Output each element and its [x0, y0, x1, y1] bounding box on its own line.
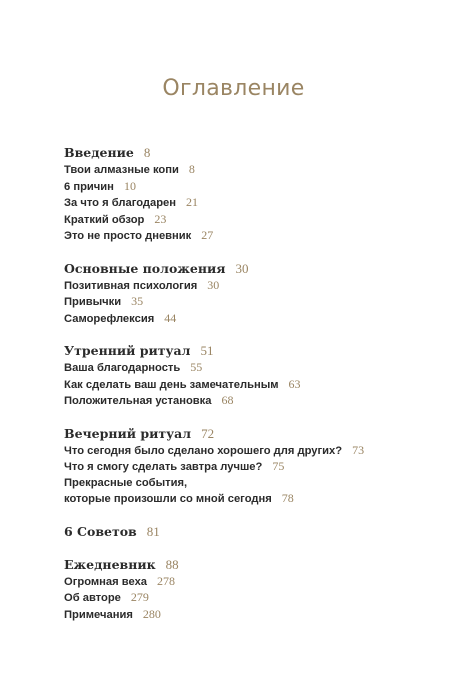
entry-title: Позитивная психология: [64, 279, 198, 292]
toc-entry[interactable]: [64, 278, 444, 295]
toc-section-introduction: [64, 143, 444, 245]
toc-entry[interactable]: [64, 574, 444, 591]
toc-entry[interactable]: [64, 294, 444, 311]
toc-entry[interactable]: [64, 476, 444, 508]
toc-entry[interactable]: [64, 162, 444, 179]
toc-entry[interactable]: [64, 443, 444, 460]
toc-entry[interactable]: [64, 590, 444, 607]
entry-title: Положительная установка: [64, 395, 212, 407]
toc-section-tips: [64, 522, 444, 541]
toc-entry[interactable]: [64, 607, 444, 624]
toc-section-basics: [64, 259, 444, 328]
section-title: 6 Советов: [64, 523, 137, 539]
section-title: Введение: [64, 145, 134, 160]
entry-title: Огромная веха: [64, 575, 148, 588]
entry-page-number: 8: [188, 162, 195, 176]
entry-page-number: 35: [131, 294, 144, 308]
section-title: Утренний ритуал: [64, 343, 191, 358]
entry-title: Саморефлексия: [64, 312, 155, 325]
toc-entry[interactable]: [64, 212, 444, 229]
entry-title: Твои алмазные копи: [64, 164, 179, 176]
toc-entry[interactable]: [64, 179, 444, 196]
section-heading[interactable]: [64, 522, 444, 541]
entry-page-number: 75: [272, 459, 285, 473]
entry-page-number: 280: [142, 606, 161, 621]
toc-section-diary: [64, 555, 444, 624]
toc-entry[interactable]: [64, 311, 444, 328]
section-heading[interactable]: [64, 424, 444, 443]
entry-title: Об авторе: [64, 592, 121, 604]
section-page-number: 72: [201, 425, 215, 441]
entry-page-number: 278: [157, 573, 176, 588]
table-of-contents: [64, 143, 444, 637]
entry-title: Краткий обзор: [64, 213, 145, 226]
section-page-number: 88: [165, 556, 179, 572]
entry-page-number: 63: [288, 376, 301, 391]
section-title: Основные положения: [64, 260, 226, 276]
toc-section-morning-ritual: [64, 341, 444, 410]
entry-title: Это не просто дневник: [64, 230, 192, 242]
entry-page-number: 78: [281, 491, 294, 505]
entry-title: Что сегодня было сделано хорошего для других?: [64, 444, 343, 457]
toc-entry[interactable]: [64, 228, 444, 245]
entry-page-number: 44: [164, 310, 177, 325]
section-heading[interactable]: [64, 259, 444, 278]
entry-page-number: 73: [352, 442, 365, 457]
entry-title-continuation: которые произошли со мной сегодня: [64, 493, 272, 505]
entry-title: Привычки: [64, 296, 122, 308]
entry-title: За что я благодарен: [64, 197, 177, 209]
entry-page-number: 10: [123, 178, 136, 193]
entry-title: Прекрасные события,: [64, 476, 188, 489]
toc-section-evening-ritual: [64, 424, 444, 508]
section-page-number: 30: [235, 260, 249, 276]
entry-title: 6 причин: [64, 180, 114, 193]
section-title: Вечерний ритуал: [64, 425, 192, 441]
entry-title: Что я смогу сделать завтра лучше?: [64, 461, 263, 473]
section-heading[interactable]: [64, 143, 444, 162]
section-heading[interactable]: [64, 555, 444, 574]
section-page-number: 51: [200, 343, 214, 358]
toc-entry[interactable]: [64, 195, 444, 212]
section-page-number: 81: [146, 523, 160, 539]
toc-entry[interactable]: [64, 459, 444, 476]
page-title: Оглавление: [162, 76, 305, 101]
entry-title: Примечания: [64, 608, 133, 621]
entry-page-number: 21: [186, 195, 199, 209]
entry-page-number: 23: [154, 211, 167, 226]
entry-page-number: 279: [130, 590, 149, 604]
entry-page-number: 30: [207, 277, 220, 292]
section-title: Ежедневник: [64, 556, 156, 572]
entry-page-number: 55: [190, 360, 203, 374]
toc-entry[interactable]: [64, 377, 444, 394]
section-page-number: 8: [143, 145, 151, 160]
section-heading[interactable]: [64, 341, 444, 360]
entry-page-number: 68: [221, 393, 234, 407]
entry-page-number: 27: [201, 228, 214, 242]
entry-title: Ваша благодарность: [64, 362, 181, 374]
entry-title: Как сделать ваш день замечательным: [64, 378, 279, 391]
toc-entry[interactable]: [64, 393, 444, 410]
toc-entry[interactable]: [64, 360, 444, 377]
